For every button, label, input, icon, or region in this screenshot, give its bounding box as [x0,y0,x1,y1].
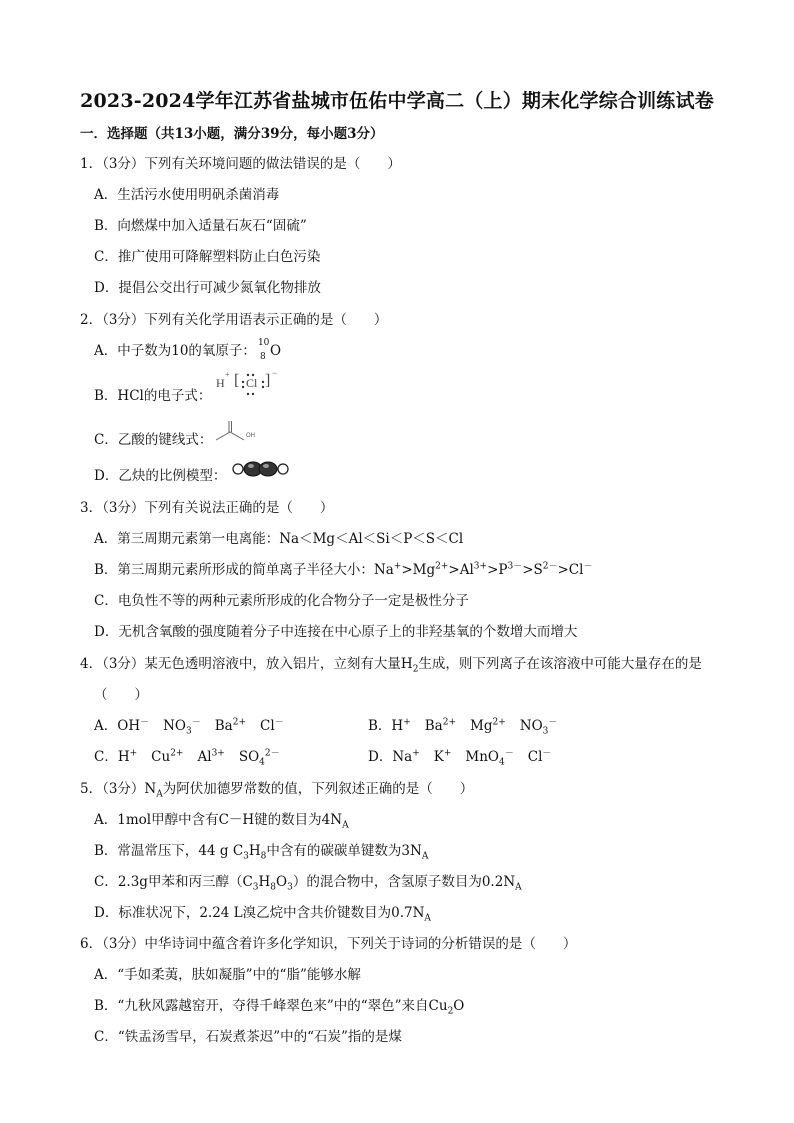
isotope-atomic-number: 8 [259,352,266,362]
acetic-acid-drawing [212,418,267,446]
q3-option-b: B．第三周期元素所形成的简单离子半径大小：$Na^+>Mg^{2+}>Al^{3+}>P^{3-}>S^{2-}>Cl^-$ [94,561,593,578]
ion-formula: $NO_3^-$ [519,717,558,737]
q4-option-c: C．H+ $Cu^{2+}$ $Al^{3+}$ $SO_4^{2-}$ [94,748,280,768]
q5-option-a: A．1mol甲醇中含有C－H键的数目为$4N_A$ [94,812,349,831]
ion-formula: $Ba^{2+}$ [214,717,247,734]
question-5-stem: 5．（3分）$N_A$为阿伏加德罗常数的值，下列叙述正确的是（ ） [80,781,474,800]
ion-formula: K+ [433,748,452,765]
hcl-h: H [216,376,225,390]
q2-option-c [94,430,212,450]
question-2-stem: 2．（3分）下列有关化学用语表示正确的是（ ） [80,312,388,328]
q3-option-c: C．电负性不等的两种元素所形成的化合物分子一定是极性分子 [94,593,469,609]
ion-formula: $Cu^{2+}$ [151,748,184,765]
q6-option-b: B．“九秋风露越窑开，夺得千峰翠色来”中的“翠色”来自$Cu_2O$ [94,998,465,1017]
q2-option-a-text: A．中子数为10的氧原子： [94,343,256,359]
q3-option-a: A．第三周期元素第一电离能：Na＜Mg＜Al＜Si＜P＜S＜Cl [94,531,464,547]
isotope-symbol: O [269,343,282,359]
q1-option-b: B．向燃煤中加入适量石灰石“固硫” [94,218,307,234]
ion-formula: H+ [117,748,138,765]
ion-formula: $Mg^{2+}$ [470,717,506,734]
question-6-stem: 6．（3分）中华诗词中蕴含着许多化学知识，下列关于诗词的分析错误的是（ ） [80,936,577,952]
ion-formula: OH－ [117,717,150,734]
ion-formula: $SO_4^{2-}$ [238,748,280,768]
question-4-stem-continued: （ ） [94,687,148,703]
exam-title: 2023-2024学年江苏省盐城市伍佑中学高二（上）期末化学综合训练试卷 [80,90,714,112]
ion-formula: Na+ [392,748,420,765]
q4-option-d: D．Na+ K+ MnO$_4$－ Cl－ [368,748,552,768]
ion-formula: MnO$_4$－ [465,748,514,768]
hcl-minus: − [272,368,278,378]
hcl-cl: Cl [246,376,258,390]
q4-option-a: A．OH－ $NO_3^-$ $Ba^{2+}$ Cl－ [94,717,284,737]
q2-option-d-text: D．乙炔的比例模型： [94,468,227,484]
q2-option-b-text: B．HCl的电子式： [94,388,212,404]
acetic-acid-skeletal-formula [212,418,267,446]
q2-option-a [94,338,282,362]
q2-option-c-text: C．乙酸的键线式： [94,432,213,448]
question-3-stem: 3．（3分）下列有关说法正确的是（ ） [80,500,334,516]
q6-option-a: A．“手如柔荑，肤如凝脂”中的“脂”能够水解 [94,967,361,983]
q1-option-d: D．提倡公交出行可减少氮氧化物排放 [94,280,321,296]
ion-formula: $Ba^{2+}$ [424,717,457,734]
hcl-plus: + [225,370,230,379]
lone-pair-dots [240,372,270,398]
ion-formula: Cl－ [527,748,552,765]
q2-option-d [94,466,226,486]
q4-option-b: B．H+ $Ba^{2+}$ $Mg^{2+}$ $NO_3^-$ [368,717,558,737]
q6-option-c: C．“铁盂汤雪早，石炭煮茶迟”中的“石炭”指的是煤 [94,1029,402,1045]
acetic-acid-oh-label: OH [246,433,255,439]
q1-option-c: C．推广使用可降解塑料防止白色污染 [94,249,321,265]
q5-option-b: B．常温常压下，44 g $C_3H_8$中含有的碳碳单键数为$3N_A$ [94,843,429,862]
q5-option-d: D．标准状况下，2.24 L溴乙烷中含共价键数目为$0.7N_A$ [94,905,431,924]
ion-formula: Cl－ [260,717,284,734]
ion-formula: $Al^{3+}$ [197,748,225,765]
question-1-stem: 1．（3分）下列有关环境问题的做法错误的是（ ） [80,156,401,172]
section-heading: 一．选择题（共13小题，满分39分，每小题3分） [80,126,384,142]
hcl-electron-formula: H + [ Cl ] − [216,371,286,403]
q3-option-d: D．无机含氧酸的强度随着分子中连接在中心原子上的非羟基氧的个数增大而增大 [94,624,578,640]
q2-option-b [94,386,211,406]
q1-option-a: A．生活污水使用明矾杀菌消毒 [94,187,280,203]
q5-option-c: C．2.3g甲苯和丙三醇$(C_3H_8O_3)$的混合物中，含氢原子数目为$0.2N_A$ [94,874,522,893]
isotope-mass-number: 10 [257,338,270,348]
question-4-stem: 4．（3分）某无色透明溶液中，放入铝片，立刻有大量$H_2$生成，则下列离子在该溶液中可能大量存在的是 [80,656,702,675]
ion-formula: $NO_3^-$ [163,717,201,737]
acetylene-space-filling-model [230,460,292,478]
ion-formula: H+ [391,717,411,734]
